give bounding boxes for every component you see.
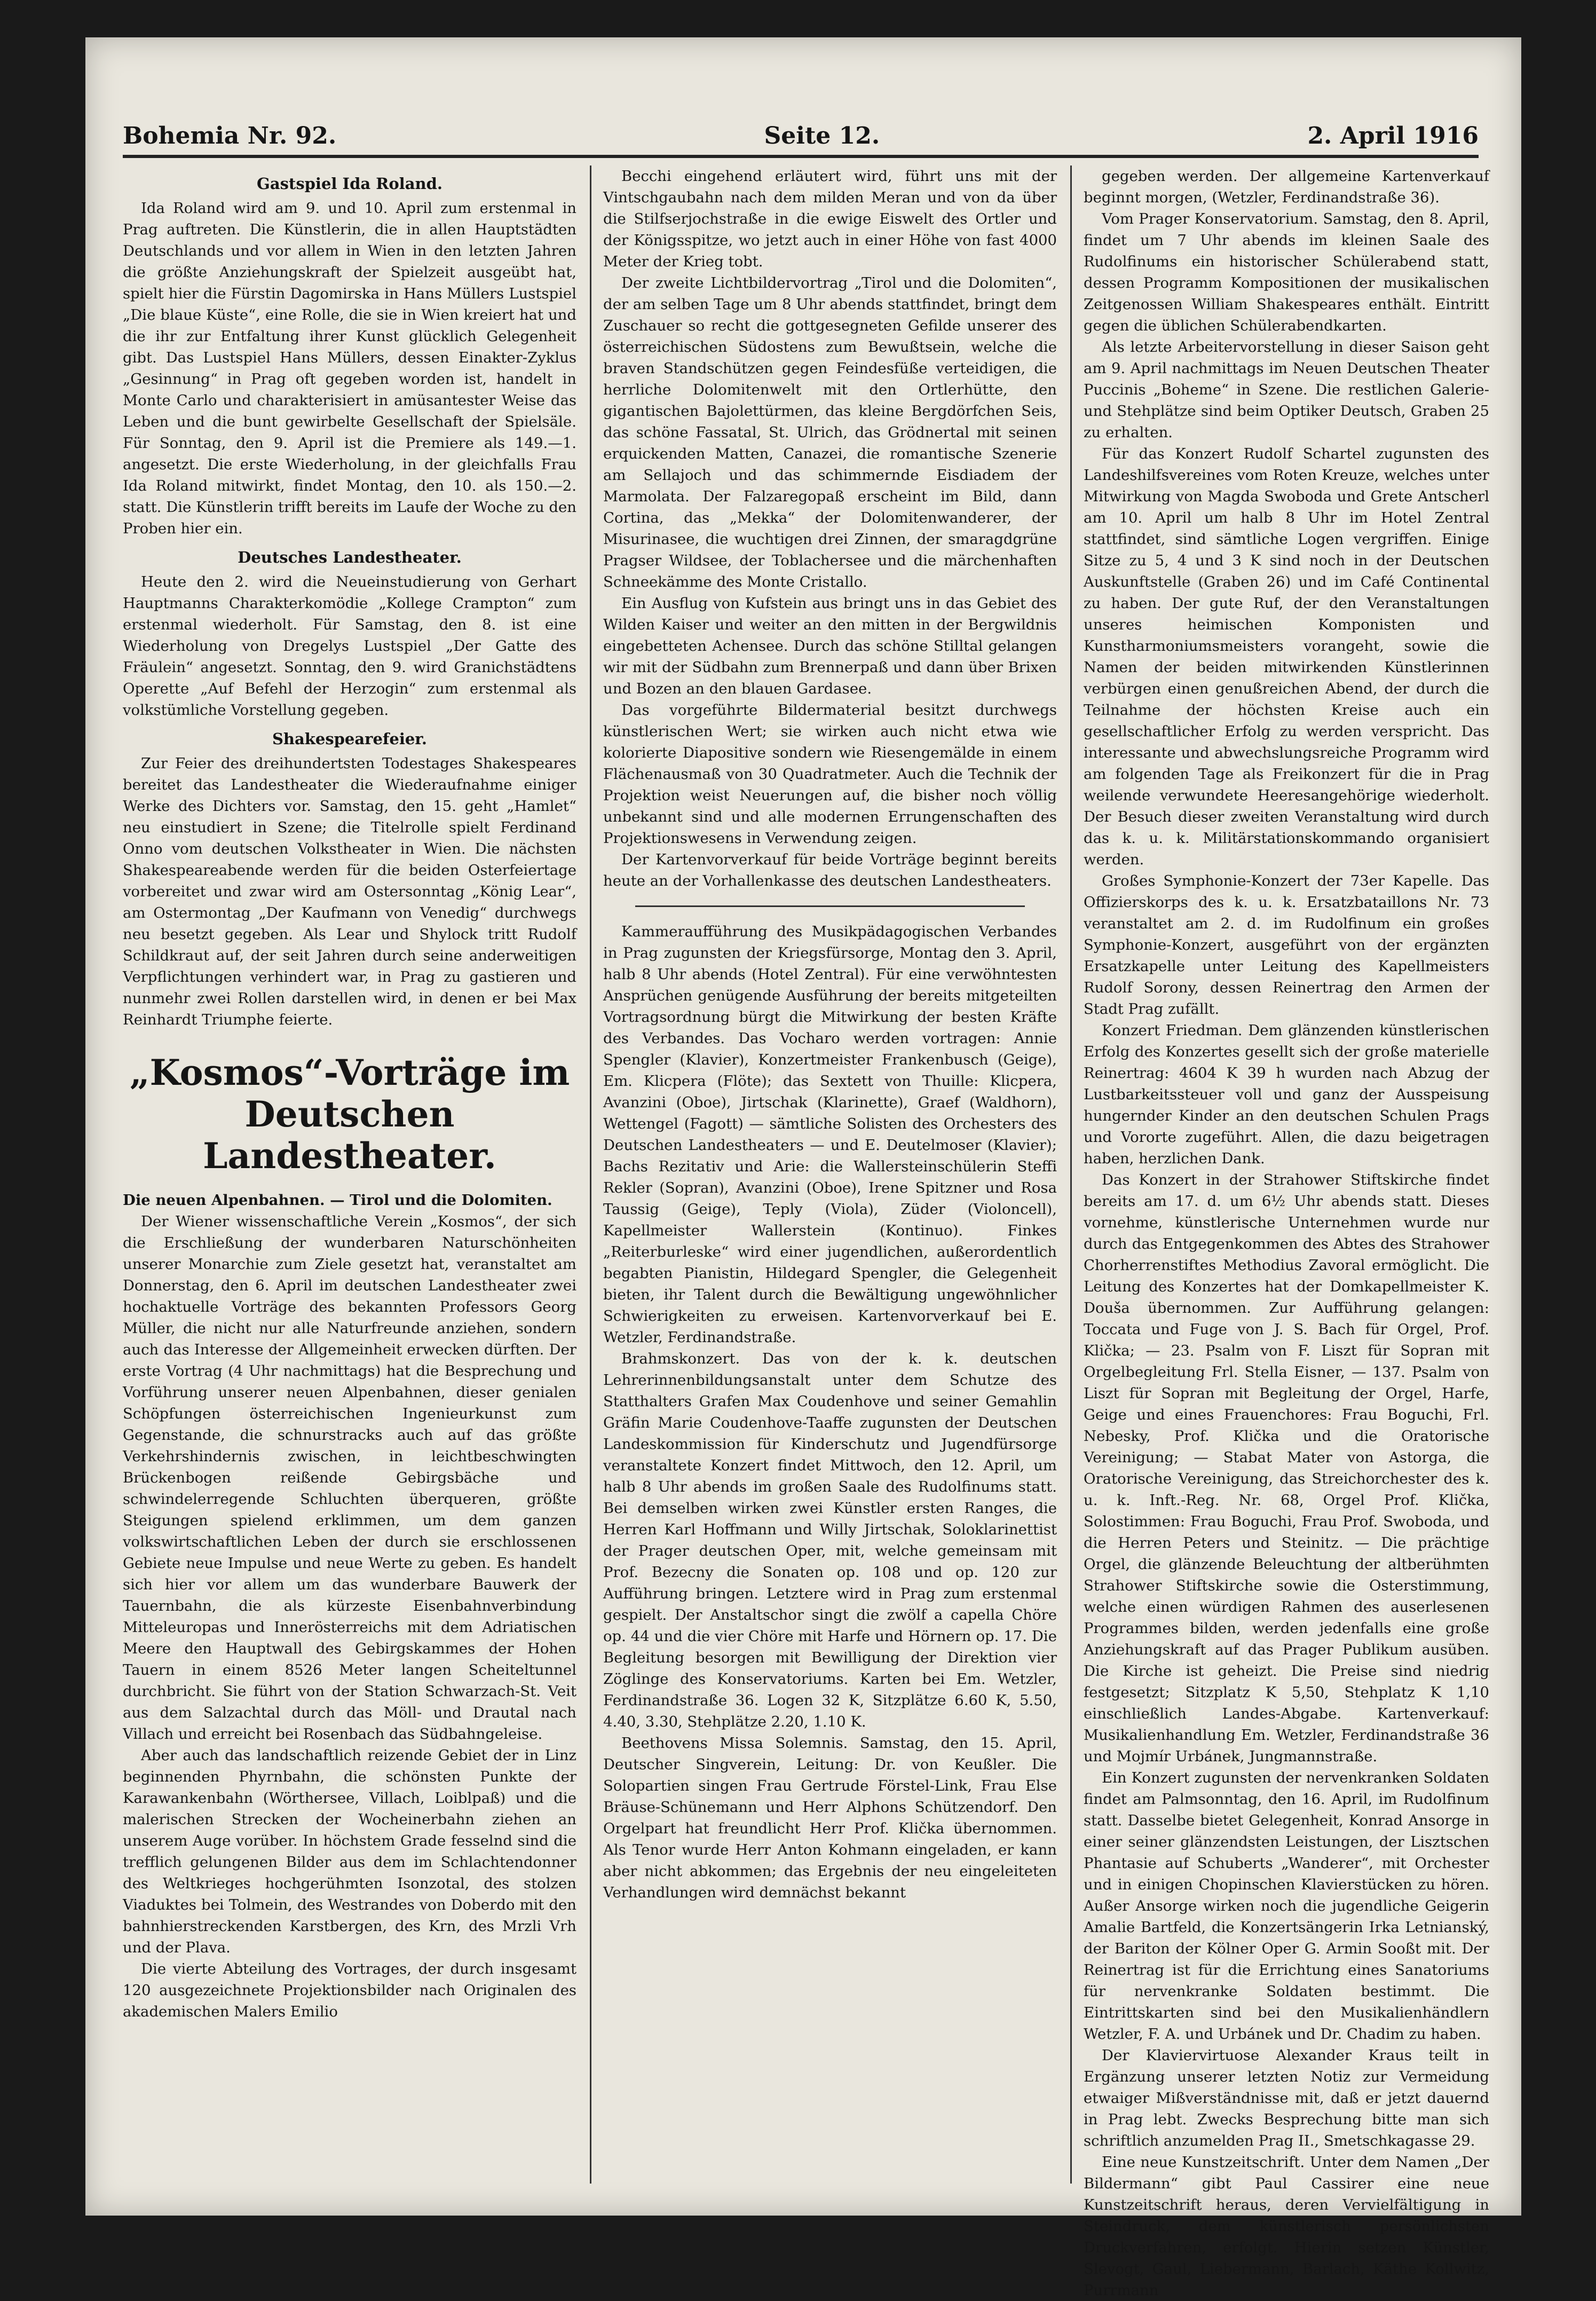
article-paragraph: Als letzte Arbeitervorstellung in dieser Saison geht am 9. April nachmittags im Neuen Deutschen Theater Puccinis „Boheme“ in Szene. Die restlichen Galerie- und Stehplätze sind beim Optiker Deutsch, Graben 25 zu erhalten.: [1084, 338, 1489, 441]
section-heading: Shakespearefeier.: [272, 730, 428, 748]
article-paragraph: Heute den 2. wird die Neueinstudierung von Gerhart Hauptmanns Charakterkomödie „Kollege Crampton“ zum erstenmal wiederholt. Für Samstag, den 8. ist eine Wiederholung von Dregelys Lustspiel „Der Gatte des Fräulein“ angesetzt. Sonntag, den 9. wird Granichstädtens Operette „Auf Befehl der Herzogin“ zum erstenmal als volkstümliche Vorstellung gegeben.: [123, 573, 576, 719]
article-paragraph: Das vorgeführte Bildermaterial besitzt durchwegs künstlerischen Wert; sie wirken auch nicht etwa wie kolorierte Diapositive sondern wie Riesengemälde in einem Flächenausmaß von 30 Quadratmeter. Auch die Technik der Projektion weist Neuerungen auf, die bisher noch völlig unbekannt sind und alle modernen Errungenschaften des Projektionswesens in Verwendung zeigen.: [603, 702, 1057, 847]
running-header: [123, 101, 1479, 158]
article-paragraph: Aber auch das landschaftlich reizende Gebiet der in Linz beginnenden Phyrnbahn, die schönsten Punkte der Karawankenbahn (Wörthersee, Villach, Loiblpaß) und die malerischen Strecken der Wocheinerbahn ziehen an unserem Auge vorüber. In höchstem Grade fesselnd sind die trefflich gelungenen Bilder aus dem im Schlachtendonner des Weltkrieges hochgerühmten Isonzotal, des stolzen Viaduktes bei Tolmein, des Westrandes von Doberdo mit den bahnhierstreckenden Karstbergen, des Krn, des Mrzli Vrh und der Plava.: [123, 1747, 576, 1956]
article-paragraph: Das Konzert in der Strahower Stiftskirche findet bereits am 17. d. um 6½ Uhr abends statt. Dieses vornehme, künstlerische Unternehmen wurde nur durch das Entgegenkommen des Abtes des Strahower Chorherrenstiftes Methodius Zavoral ermöglicht. Die Leitung des Konzertes hat der Domkapellmeister K. Douša übernommen. Zur Aufführung gelangen: Toccata und Fuge von J. S. Bach für Orgel, Prof. Klička; — 23. Psalm von F. Liszt für Sopran mit Orgelbegleitung Frl. Stella Eisner, — 137. Psalm von Liszt für Sopran mit Begleitung der Orgel, Harfe, Geige und eines Frauenchores: Frau Boguchi, Frl. Nebesky, Prof. Klička und die Oratorische Vereinigung; — Stabat Mater von Astorga, die Oratorische Vereinigung, das Streichorchester des k. u. k. Inft.-Reg. Nr. 68, Orgel Prof. Klička, Solostimmen: Frau Boguchi, Frau Prof. Swoboda, und die Herren Peters und Steinitz. — Die prächtige Orgel, die glänzende Beleuchtung der altberühmten Strahower Stiftskirche sowie die Osterstimmung, welche einen würdigen Rahmen des auserlesenen Programmes bilden, werden jedenfalls eine große Anziehungskraft auf das Prager Publikum ausüben. Die Kirche ist geheizt. Die Preise sind niedrig festgesetzt; Sitzplatz K 5,50, Stehplatz K 1,10 einschließlich Landes-Abgabe. Kartenverkauf: Musikalienhandlung Em. Wetzler, Ferdinandstraße 36 und Mojmír Urbánek, Jungmannstraße.: [1084, 1171, 1489, 1765]
article-paragraph: Ida Roland wird am 9. und 10. April zum erstenmal in Prag auftreten. Die Künstlerin, die in allen Hauptstädten Deutschlands und vor allem in Wien in den letzten Jahren die größte Anziehungskraft der Spielzeit ausgeübt hat, spielt hier die Fürstin Dagomirska in Hans Müllers Lustspiel „Die blaue Küste“, eine Rolle, die sie in Wien kreiert hat und die ihr zur Entfaltung ihrer Kunst glücklich Gelegenheit gibt. Das Lustspiel Hans Müllers, dessen Einakter-Zyklus „Gesinnung“ in Prag oft gegeben worden ist, handelt in Monte Carlo und charakterisiert in amüsantester Weise das Leben und die bunt gewirbelte Gesellschaft der Spielsäle. Für Sonntag, den 9. April ist die Premiere als 149.—1. angesetzt. Die erste Wiederholung, in der gleichfalls Frau Ida Roland mitwirkt, findet Montag, den 10. als 150.—2. statt. Die Künstlerin trifft bereits im Laufe der Woche zu den Proben hier ein.: [123, 200, 576, 537]
article-paragraph: Konzert Friedman. Dem glänzenden künstlerischen Erfolg des Konzertes gesellt sich der große materielle Reinertrag: 4604 K 39 h wurden nach Abzug der Lustbarkeitssteuer voll und ganz der Ausspeisung hungernder Kinder an den deutschen Schulen Prags und Vororte zugeführt. Allen, die dazu beigetragen haben, herzlichen Dank.: [1084, 1022, 1489, 1167]
article-paragraph: Für das Konzert Rudolf Schartel zugunsten des Landeshilfsvereines vom Roten Kreuze, welches unter Mitwirkung von Magda Swoboda und Grete Antscherl am 10. April um halb 8 Uhr im Hotel Zentral stattfindet, sind sämtliche Logen vergriffen. Einige Sitze zu 5, 4 und 3 K sind noch in der Deutschen Auskunftstelle (Graben 26) und im Café Continental zu haben. Der gute Ruf, der den Veranstaltungen unseres heimischen Komponisten und Kunstharmoniumsmeisters vorangeht, sowie die Namen der beiden mitwirkenden Künstlerinnen verbürgen einen genußreichen Abend, der durch die Teilnahme der höchsten Kreise auch ein gesellschaftlicher Erfolg zu werden verspricht. Das interessante und abwechslungsreiche Programm wird am folgenden Tage als Freikonzert für die in Prag weilende verwundete Heeresangehörige wiederholt. Der Besuch dieser zweiten Veranstaltung wird durch das k. u. k. Militärstationskommando organisiert werden.: [1084, 445, 1489, 868]
article-paragraph: Ein Ausflug von Kufstein aus bringt uns in das Gebiet des Wilden Kaiser und weiter an den mitten in der Bergwildnis eingebetteten Achensee. Durch das schöne Stilltal gelangen wir mit der Südbahn zum Brennerpaß und dann über Brixen und Bozen an den blauen Gardasee.: [603, 595, 1057, 697]
article-paragraph: gegeben werden. Der allgemeine Kartenverkauf beginnt morgen, (Wetzler, Ferdinandstraße 36).: [1084, 168, 1489, 206]
article-paragraph: Becchi eingehend erläutert wird, führt uns mit der Vintschgaubahn nach dem milden Meran und von da über die Stilfserjochstraße in die ewige Eiswelt des Ortler und der Königsspitze, wo jetzt auch in einer Höhe von fast 4000 Meter der Krieg tobt.: [603, 168, 1057, 270]
article-paragraph: Beethovens Missa Solemnis. Samstag, den 15. April, Deutscher Singverein, Leitung: Dr. von Keußler. Die Solopartien singen Frau Gertrude Förstel-Link, Frau Else Bräuse-Schünemann und Herr Alphons Schützendorf. Den Orgelpart hat freundlicht Herr Prof. Klička übernommen. Als Tenor wurde Herr Anton Kohmann eingeladen, er kann aber nicht abkommen; das Ergebnis der neu eingeleiteten Verhandlungen wird demnächst bekannt: [603, 1735, 1057, 1901]
header-left: Bohemia Nr. 92.: [123, 122, 337, 149]
header-center: Seite 12.: [764, 122, 880, 149]
section-heading: Gastspiel Ida Roland.: [257, 175, 443, 193]
article-paragraph: Eine neue Kunstzeitschrift. Unter dem Namen „Der Bildermann“ gibt Paul Cassirer eine neue Kunstzeitschrift heraus, deren Vervielfältigung in Steindruck, dem künstlerisch persönlichsten Druckverfahren, erfolgt. Hierin setzen Künstler, Slevogt, Gaul, Liebermann, Barlach, Käthe Kollwitz, Purrmann: [1084, 2154, 1489, 2299]
article-paragraph: Zur Feier des dreihundertsten Todestages Shakespeares bereitet das Landestheater die Wiederaufnahme einiger Werke des Dichters vor. Samstag, den 15. geht „Hamlet“ neu einstudiert in Szene; die Titelrolle spielt Ferdinand Onno vom deutschen Volkstheater in Wien. Die nächsten Shakespeareabende werden für die beiden Osterfeiertage vorbereitet und zwar wird am Ostersonntag „König Lear“, am Ostermontag „Der Kaufmann von Venedig“ durchwegs neu besetzt gegeben. Als Lear und Shylock tritt Rudolf Schildkraut auf, der seit Jahren durch seine anderweitigen Verpflichtungen verhindert war, in Prag zu gastieren und nunmehr zwei Rollen darstellen wird, in denen er bei Max Reinhardt Triumphe feierte.: [123, 755, 576, 1028]
feature-subheading: Die neuen Alpenbahnen. — Tirol und die Dolomiten.: [123, 1192, 552, 1209]
article-paragraph: Vom Prager Konservatorium. Samstag, den 8. April, findet um 7 Uhr abends im kleinen Saale des Rudolfinums ein historischer Schülerabend statt, dessen Programm Kompositionen der musikalischen Zeitgenossen William Shakespeares enthält. Eintritt gegen die üblichen Schülerabendkarten.: [1084, 210, 1489, 334]
column-3: [1084, 166, 1489, 2299]
header-right: 2. April 1916: [1307, 122, 1479, 149]
article-paragraph: Der Wiener wissenschaftliche Verein „Kosmos“, der sich die Erschließung der wunderbaren Naturschönheiten unserer Monarchie zum Ziele gesetzt hat, veranstaltet am Donnerstag, den 6. April im deutschen Landestheater zwei hochaktuelle Vorträge des bekannten Professors Georg Müller, die nicht nur alle Naturfreunde anziehen, sondern auch das Interesse der Allgemeinheit erwecken dürften. Der erste Vortrag (4 Uhr nachmittags) hat die Besprechung und Vorführung unserer neuen Alpenbahnen, dieser genialen Schöpfungen österreichischen Ingenieurkunst zum Gegenstande, die schnurstracks auch auf das größte Verkehrshindernis zwischen, in leichtbeschwingten Brückenbogen reißende Gebirgsbäche und schwindelerregende Schluchten überqueren, größte Steigungen spielend erklimmen, um dem ganzen volkswirtschaftlichen Leben der durch sie erschlossenen Gebiete neue Impulse und neue Werte zu geben. Es handelt sich hier vor allem um das wunderbare Bauwerk der Tauernbahn, die als kürzeste Eisenbahnverbindung Mitteleuropas und Innerösterreichs mit dem Adriatischen Meere den Hauptwall des Gebirgskammes der Hohen Tauern in einem 8526 Meter langen Scheiteltunnel durchbricht. Sie führt von der Station Schwarzach-St. Veit aus dem Salzachtal durch das Möll- und Drautal nach Villach und erreicht bei Rosenbach das Südbahngeleise.: [123, 1213, 576, 1743]
article-paragraph: Großes Symphonie-Konzert der 73er Kapelle. Das Offizierskorps des k. u. k. Ersatzbataillons Nr. 73 veranstaltet am 2. d. im Rudolfinum ein großes Symphonie-Konzert, ausgeführt von der ergänzten Ersatzkapelle unter Leitung des Kapellmeisters Rudolf Sorony, dessen Reinertrag den Armen der Stadt Prag zufällt.: [1084, 872, 1489, 1018]
newspaper-page: [85, 37, 1521, 2299]
article-paragraph: Der Kartenvorverkauf für beide Vorträge beginnt bereits heute an der Vorhallenkasse des deutschen Landestheaters.: [603, 851, 1057, 889]
section-heading: Deutsches Landestheater.: [238, 548, 462, 566]
article-paragraph: Kammeraufführung des Musikpädagogischen Verbandes in Prag zugunsten der Kriegsfürsorge, Montag den 3. April, halb 8 Uhr abends (Hotel Zentral). Für eine verwöhntesten Ansprüchen genügende Ausführung der bereits mitgeteilten Vortragsordnung bürgt die Mitwirkung der besten Kräfte des Verbandes. Das Vocharo werden vortragen: Annie Spengler (Klavier), Konzertmeister Frankenbusch (Geige), Em. Klicpera (Flöte); das Sextett von Thuille: Klicpera, Avanzini (Oboe), Jirtschak (Klarinette), Graef (Waldhorn), Wettengel (Fagott) — sämtliche Solisten des Orchesters des Deutschen Landestheaters — und E. Deutelmoser (Klavier); Bachs Rezitativ und Arie: die Wallersteinschülerin Steffi Rekler (Sopran), Avanzini (Oboe), Irene Spitzner und Rosa Taussig (Geige), Teply (Viola), Züder (Violoncell), Kapellmeister Wallerstein (Kontinuo). Finkes „Reiterburleske“ wird einer jugendlichen, außerordentlich begabten Pianistin, Hildegard Spengler, die Gelegenheit bieten, ihr Talent durch die Bewältigung ungewöhnlicher Schwierigkeiten zu erweisen. Kartenvorverkauf bei E. Wetzler, Ferdinandstraße.: [603, 923, 1057, 1346]
article-paragraph: Der zweite Lichtbildervortrag „Tirol und die Dolomiten“, der am selben Tage um 8 Uhr abends stattfindet, bringt dem Zuschauer so recht die gottgesegneten Gefilde unserer des österreichischen Südostens zum Bewußtsein, welche die braven Standschützen gegen Feindesfüße verteidigen, die herrliche Dolomitenwelt mit den Ortlerhütte, den gigantischen Bajolettürmen, das kleine Bergdörfchen Seis, das schöne Fassatal, St. Ulrich, das Grödnertal mit seinen erquickenden Matten, Canazei, die romantische Szenerie am Sellajoch und das schimmernde Eisdiadem der Marmolata. Der Falzaregopaß erscheint im Bild, dann Cortina, das „Mekka“ der Dolomitenwanderer, der Misurinasee, die wuchtigen drei Zinnen, der smaragdgrüne Pragser Wildsee, der Toblachersee und die märchenhaften Schneekämme des Monte Cristallo.: [603, 274, 1057, 590]
article-paragraph: Brahmskonzert. Das von der k. k. deutschen Lehrerinnenbildungsanstalt unter dem Schutze des Statthalters Grafen Max Coudenhove und seiner Gemahlin Gräfin Marie Coudenhove-Taaffe zugunsten der Deutschen Landeskommission für Kinderschutz und Jugendfürsorge veranstaltete Konzert findet Mittwoch, den 12. April, um halb 8 Uhr abends im großen Saale des Rudolfinums statt. Bei demselben wirken zwei Künstler ersten Ranges, die Herren Karl Hoffmann und Willy Jirtschak, Soloklarinettist der Prager deutschen Oper, mit, welche gemeinsam mit Prof. Bezecny die Sonaten op. 108 und op. 120 zur Aufführung bringen. Letztere wird in Prag zum erstenmal gespielt. Der Anstaltschor singt die zwölf a capella Chöre op. 44 und die vier Chöre mit Harfe und Hörnern op. 17. Die Begleitung besorgen mit Bewilligung der Direktion vier Zöglinge des Konservatoriums. Karten bei Em. Wetzler, Ferdinandstraße 36. Logen 32 K, Sitzplätze 6.60 K, 5.50, 4.40, 3.30, Stehplätze 2.20, 1.10 K.: [603, 1350, 1057, 1730]
article-paragraph: Die vierte Abteilung des Vortrages, der durch insgesamt 120 ausgezeichnete Projektionsbilder nach Originalen des akademischen Malers Emilio: [123, 1960, 576, 2020]
column-rule: [1070, 166, 1072, 2184]
column-2: [603, 166, 1057, 2184]
column-1: [123, 166, 576, 2184]
article-paragraph: Der Klaviervirtuose Alexander Kraus teilt in Ergänzung unserer letzten Notiz zur Vermeidung etwaiger Mißverständnisse mit, daß er jetzt dauernd in Prag lebt. Zwecks Besprechung bitte man sich schriftlich anzumelden Prag II., Smetschkagasse 29.: [1084, 2047, 1489, 2149]
section-divider: [635, 905, 1025, 907]
feature-headline: „Kosmos“-Vorträge im Deutschen Landestheater.: [129, 1052, 570, 1177]
article-paragraph: Ein Konzert zugunsten der nervenkranken Soldaten findet am Palmsonntag, den 16. April, im Rudolfinum statt. Dasselbe bietet Gelegenheit, Konrad Ansorge in einer seiner glänzendsten Leistungen, der Lisztschen Phantasie auf Schuberts „Wanderer“, mit Orchester und in einigen Chopinschen Klavierstücken zu hören. Außer Ansorge wirken noch die jugendliche Geigerin Amalie Bartfeld, die Konzertsängerin Irka Letnianský, der Bariton der Kölner Oper G. Armin Sooßt mit. Der Reinertrag ist für die Errichtung eines Sanatoriums für nervenkranke Soldaten bestimmt. Die Eintrittskarten sind bei den Musikalienhändlern Wetzler, F. A. und Urbánek und Dr. Chadim zu haben.: [1084, 1769, 1489, 2043]
column-rule: [590, 166, 591, 2184]
